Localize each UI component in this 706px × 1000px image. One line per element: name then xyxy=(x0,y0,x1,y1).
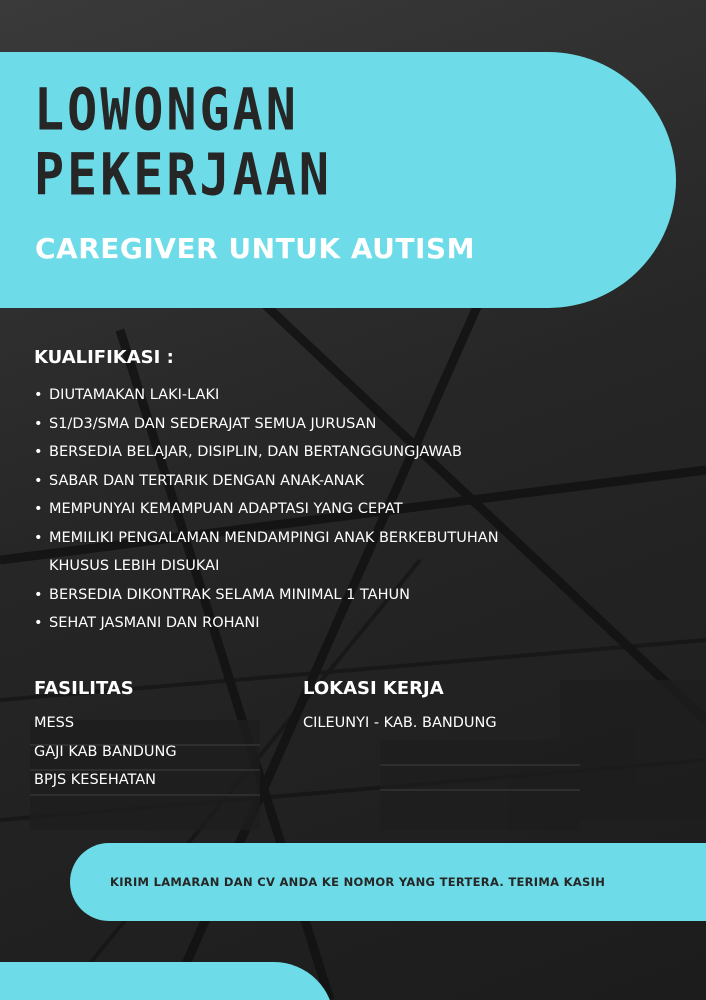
bullet-icon: • xyxy=(34,472,43,489)
location-value: CILEUNYI - KAB. BANDUNG xyxy=(303,715,497,731)
qualification-item: • SEHAT JASMANI DAN ROHANI xyxy=(34,609,674,638)
facilities-list xyxy=(34,709,177,795)
facilities-heading: FASILITAS xyxy=(34,678,134,699)
qualification-item: • SABAR DAN TERTARIK DENGAN ANAK-ANAK xyxy=(34,467,674,496)
qualification-item: • BERSEDIA DIKONTRAK SELAMA MINIMAL 1 TAHUN xyxy=(34,581,674,610)
bullet-icon: • xyxy=(34,586,43,603)
title-line-1: LOWONGAN xyxy=(34,76,299,144)
footer-message: KIRIM LAMARAN DAN CV ANDA KE NOMOR YANG TERTERA. TERIMA KASIH xyxy=(110,875,606,889)
facility-item: GAJI KAB BANDUNG xyxy=(34,743,177,760)
bullet-icon: • xyxy=(34,387,43,403)
bullet-icon: • xyxy=(34,415,43,432)
facility-item: MESS xyxy=(34,715,75,731)
bullet-icon: • xyxy=(34,529,43,546)
title-line-2: PEKERJAAN xyxy=(34,141,332,209)
qualification-item: • DIUTAMAKAN LAKI-LAKI xyxy=(34,381,674,410)
qualification-item: • S1/D3/SMA DAN SEDERAJAT SEMUA JURUSAN xyxy=(34,410,674,439)
qualification-item: • MEMPUNYAI KEMAMPUAN ADAPTASI YANG CEPAT xyxy=(34,495,674,524)
qualifications-list xyxy=(34,381,674,638)
corner-accent-shape xyxy=(0,962,334,1000)
bullet-icon: • xyxy=(34,501,43,517)
qualification-item: • MEMILIKI PENGALAMAN MENDAMPINGI ANAK BERKEBUTUHAN KHUSUS LEBIH DISUKAI xyxy=(34,524,674,581)
footer-banner xyxy=(70,843,706,921)
bullet-icon: • xyxy=(34,615,43,631)
location-heading: LOKASI KERJA xyxy=(303,678,444,699)
facility-item: BPJS KESEHATAN xyxy=(34,772,157,788)
job-subtitle: CAREGIVER UNTUK AUTISM xyxy=(35,232,475,265)
qualifications-heading: KUALIFIKASI : xyxy=(34,347,174,368)
bullet-icon: • xyxy=(34,444,43,460)
qualification-item: • BERSEDIA BELAJAR, DISIPLIN, DAN BERTANGGUNGJAWAB xyxy=(34,438,674,467)
